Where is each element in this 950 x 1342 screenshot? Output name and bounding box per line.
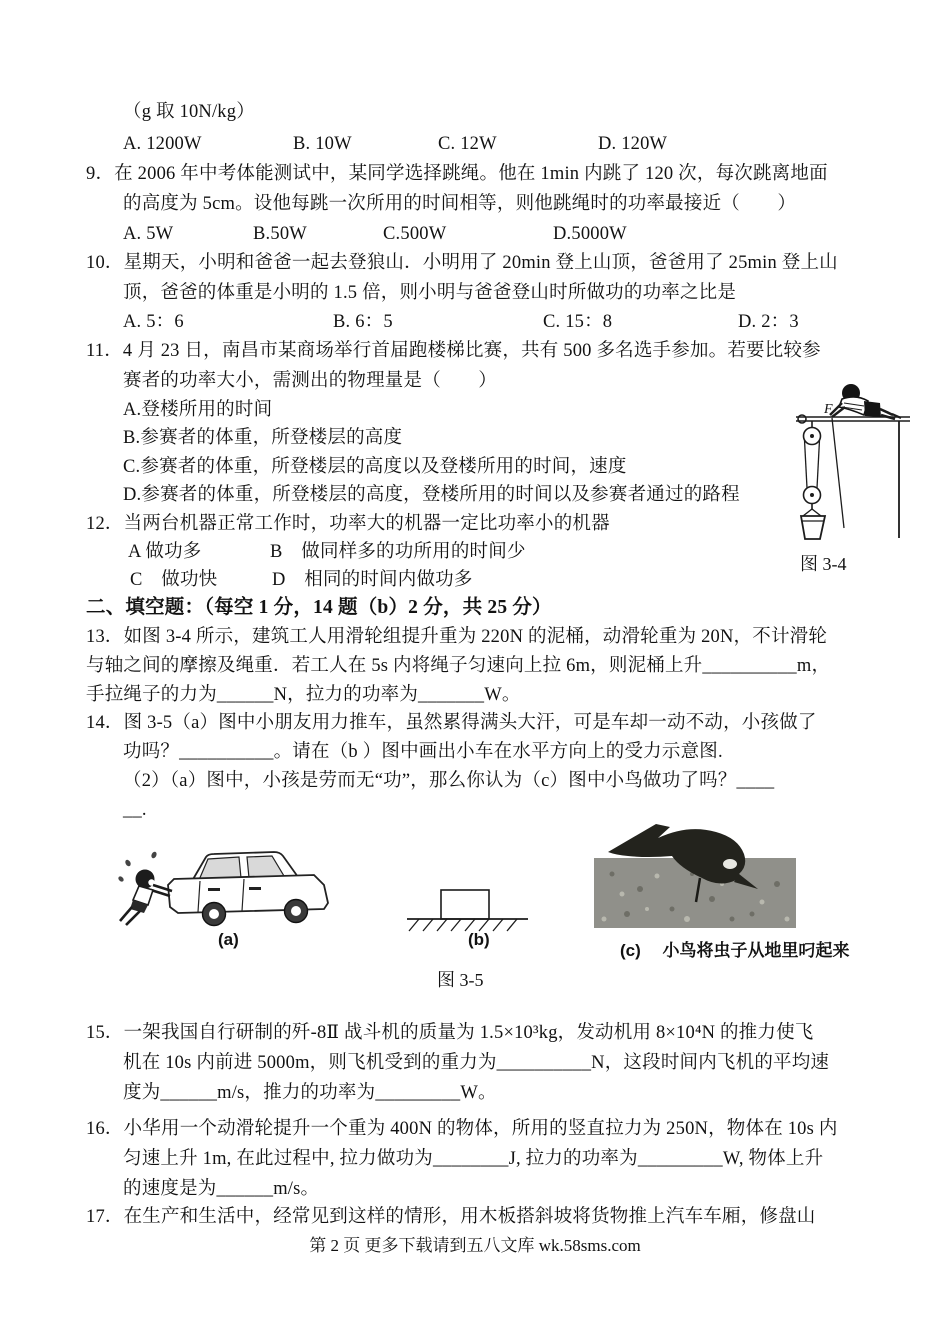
option-b: B.50W [253,224,307,244]
figure-3-5b-label: (b) [468,930,490,949]
figure-3-5-caption: 图 3-5 [437,970,484,990]
question-17-line-1: 17．在生产和生活中，经常见到这样的情形，用木板搭斜坡将货物推上汽车车厢，修盘山 [86,1207,816,1227]
question-13-line-2: 与轴之间的摩擦及绳重．若工人在 5s 内将绳子匀速向上拉 6m，则泥桶上升__________m， [86,656,831,676]
option-d: D. 120W [598,134,668,154]
question-10-line-1: 10．星期天，小明和爸爸一起去登狼山．小明用了 20min 登上山顶，爸爸用了 25min 登上山 [86,253,838,273]
option-b: B. 10W [293,134,352,154]
question-13-line-3: 手拉绳子的力为______N，拉力的功率为_______W。 [86,685,521,705]
question-15-line-3: 度为______m/s，推力的功率为_________W。 [123,1083,497,1103]
option-d: D.5000W [553,224,627,244]
pulley-worker-drawing-icon [788,376,910,548]
question-14-line-1: 14．图 3-5（a）图中小朋友用力推车，虽然累得满头大汗，可是车却一动不动，小孩做了 [86,713,817,733]
question-11-option-d: D.参赛者的体重，所登楼层的高度，登楼所用的时间以及参赛者通过的路程 [123,485,740,505]
page-footer: 第 2 页 更多下载请到五八文库 wk.58sms.com [309,1236,641,1255]
bird-pecking-worm-photo-icon [592,814,807,930]
question-10-line-2: 顶，爸爸的体重是小明的 1.5 倍，则小明与爸爸登山时所做功的功率之比是 [123,283,737,303]
question-11-line-1: 11．4 月 23 日，南昌市某商场举行首届跑楼梯比赛，共有 500 多名选手参加。若要比较参 [86,341,821,361]
option-b: B 做同样多的功所用的时间少 [270,542,526,562]
question-11-line-2: 赛者的功率大小，需测出的物理量是（ ） [123,371,498,391]
option-d: D. 2：3 [738,312,799,332]
question-12-line-1: 12．当两台机器正常工作时，功率大的机器一定比功率小的机器 [86,514,610,534]
option-b: B. 6：5 [333,312,393,332]
option-a: A 做功多 [128,542,202,562]
question-14-line-2: 功吗？__________。请在（b ）图中画出小车在水平方向上的受力示意图. [123,742,723,762]
force-label: F [824,402,833,417]
question-9-line-2: 的高度为 5cm。设他每跳一次所用的时间相等，则他跳绳时的功率最接近（ ） [123,194,797,214]
question-16-line-3: 的速度是为______m/s。 [123,1179,320,1199]
question-8-note: （g 取 10N/kg） [123,102,255,122]
option-a: A. 1200W [123,134,202,154]
question-10-options [123,311,799,333]
child-pushing-car-drawing-icon [118,845,348,929]
question-9-options [123,223,627,245]
option-c: C.500W [383,224,447,244]
figure-3-4-pulley-illustration [788,376,910,553]
option-a: A. 5：6 [123,312,184,332]
question-8-options [123,133,667,155]
option-c: C. 12W [438,134,497,154]
question-12-options-row-1 [128,541,526,563]
question-14-line-4: __. [123,800,147,820]
figure-3-5c-label: (c) 小鸟将虫子从地里叼起来 [620,941,850,960]
option-c: C. 15：8 [543,312,613,332]
question-11-option-b: B.参赛者的体重，所登楼层的高度 [123,428,403,448]
question-13-line-1: 13．如图 3-4 所示，建筑工人用滑轮组提升重为 220N 的泥桶，动滑轮重为 20N，不计滑轮 [86,627,828,647]
question-14-line-3: （2）（a）图中，小孩是劳而无“功”，那么你认为（c）图中小鸟做功了吗？____ [123,771,775,791]
question-15-line-2: 机在 10s 内前进 5000m，则飞机受到的重力为__________N，这段时间内飞机的平均速 [123,1053,830,1073]
figure-3-5a-child-pushing-car-illustration [118,845,348,934]
figure-3-4-caption: 图 3-4 [800,554,847,574]
option-a: A. 5W [123,224,174,244]
block-on-ground-drawing-icon [405,883,530,935]
option-d: D 相同的时间内做功多 [272,570,473,590]
figure-3-5a-label: (a) [218,930,239,949]
question-11-option-a: A.登楼所用的时间 [123,400,273,420]
question-12-options-row-2 [130,569,473,591]
question-15-line-1: 15．一架我国自行研制的歼-8Ⅱ 战斗机的质量为 1.5×10³kg，发动机用 8×10⁴N 的推力使飞 [86,1023,814,1043]
question-11-option-c: C.参赛者的体重，所登楼层的高度以及登楼所用的时间，速度 [123,457,627,477]
question-9-line-1: 9．在 2006 年中考体能测试中，某同学选择跳绳。他在 1min 内跳了 120 次，每次跳离地面 [86,164,828,184]
figure-3-5c-bird-photo [592,814,807,935]
question-16-line-2: 匀速上升 1m, 在此过程中, 拉力做功为________J, 拉力的功率为_________W, 物体上升 [123,1149,824,1169]
option-c: C 做功快 [130,570,218,590]
question-16-line-1: 16．小华用一个动滑轮提升一个重为 400N 的物体，所用的竖直拉力为 250N，物体在 10s 内 [86,1119,838,1139]
section-2-heading: 二、填空题：（每空 1 分，14 题（b）2 分，共 25 分） [86,597,552,618]
